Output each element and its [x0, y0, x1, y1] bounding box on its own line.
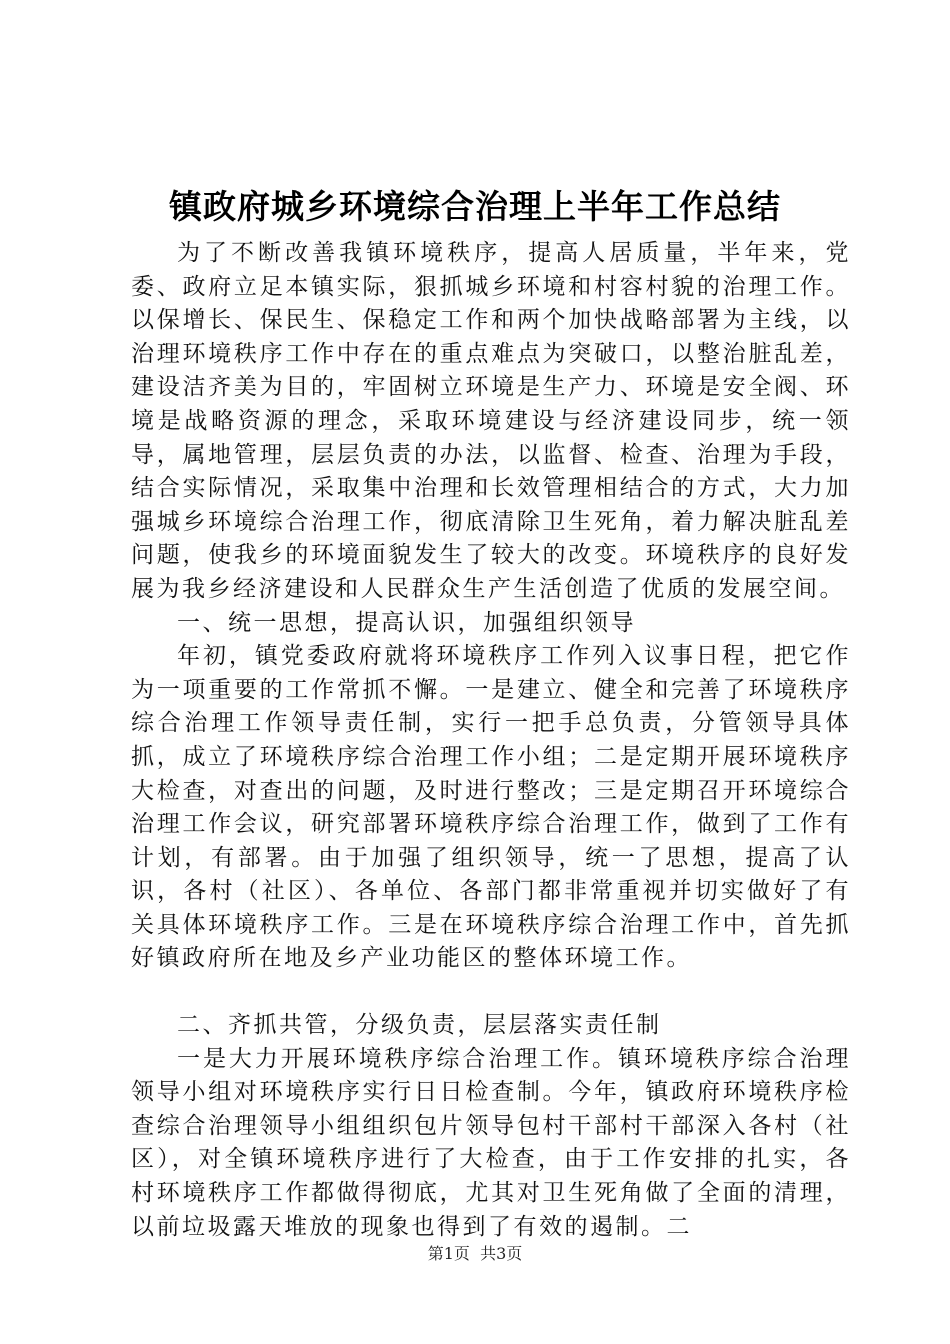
page-footer	[0, 1243, 950, 1265]
section-heading-2: 二、齐抓共管，分级负责，层层落实责任制	[177, 1012, 662, 1039]
page-total: 共3页	[480, 1244, 523, 1263]
document-body	[131, 237, 851, 1244]
section-2-paragraph: 一是大力开展环境秩序综合治理工作。镇环境秩序综合治理领导小组对环境秩序实行日日检查制。今年，镇政府环境秩序检查综合治理领导小组组织包片领导包村干部村干部深入各村（社区），对全镇环境秩序进行了大检查，由于工作安排的扎实，各村环境秩序工作都做得彻底，尤其对卫生死角做了全面的清理，以前垃圾露天堆放的现象也得到了有效的遏制。二	[131, 1045, 851, 1240]
section-1-paragraph: 年初，镇党委政府就将环境秩序工作列入议事日程，把它作为一项重要的工作常抓不懈。一是建立、健全和完善了环境秩序综合治理工作领导责任制，实行一把手总负责，分管领导具体抓，成立了环境秩序综合治理工作小组；二是定期开展环境秩序大检查，对查出的问题，及时进行整改；三是定期召开环境综合治理工作会议，研究部署环境秩序综合治理工作，做到了工作有计划，有部署。由于加强了组织领导，统一了思想，提高了认识，各村（社区）、各单位、各部门都非常重视并切实做好了有关具体环境秩序工作。三是在环境秩序综合治理工作中，首先抓好镇政府所在地及乡产业功能区的整体环境工作。	[131, 643, 851, 972]
footer-spacer	[470, 1244, 480, 1263]
document-title: 镇政府城乡环境综合治理上半年工作总结	[169, 187, 781, 226]
intro-paragraph: 为了不断改善我镇环境秩序，提高人居质量，半年来，党委、政府立足本镇实际，狠抓城乡环境和村容村貌的治理工作。以保增长、保民生、保稳定工作和两个加快战略部署为主线，以治理环境秩序工作中存在的重点难点为突破口，以整治脏乱差，建设洁齐美为目的，牢固树立环境是生产力、环境是安全阀、环境是战略资源的理念，采取环境建设与经济建设同步，统一领导，属地管理，层层负责的办法，以监督、检查、治理为手段，结合实际情况，采取集中治理和长效管理相结合的方式，大力加强城乡环境综合治理工作，彻底清除卫生死角，着力解决脏乱差问题，使我乡的环境面貌发生了较大的改变。环境秩序的良好发展为我乡经济建设和人民群众生产生活创造了优质的发展空间。	[131, 240, 851, 602]
page-number: 第1页	[427, 1244, 470, 1263]
section-heading-1: 一、统一思想，提高认识，加强组织领导	[177, 609, 636, 636]
